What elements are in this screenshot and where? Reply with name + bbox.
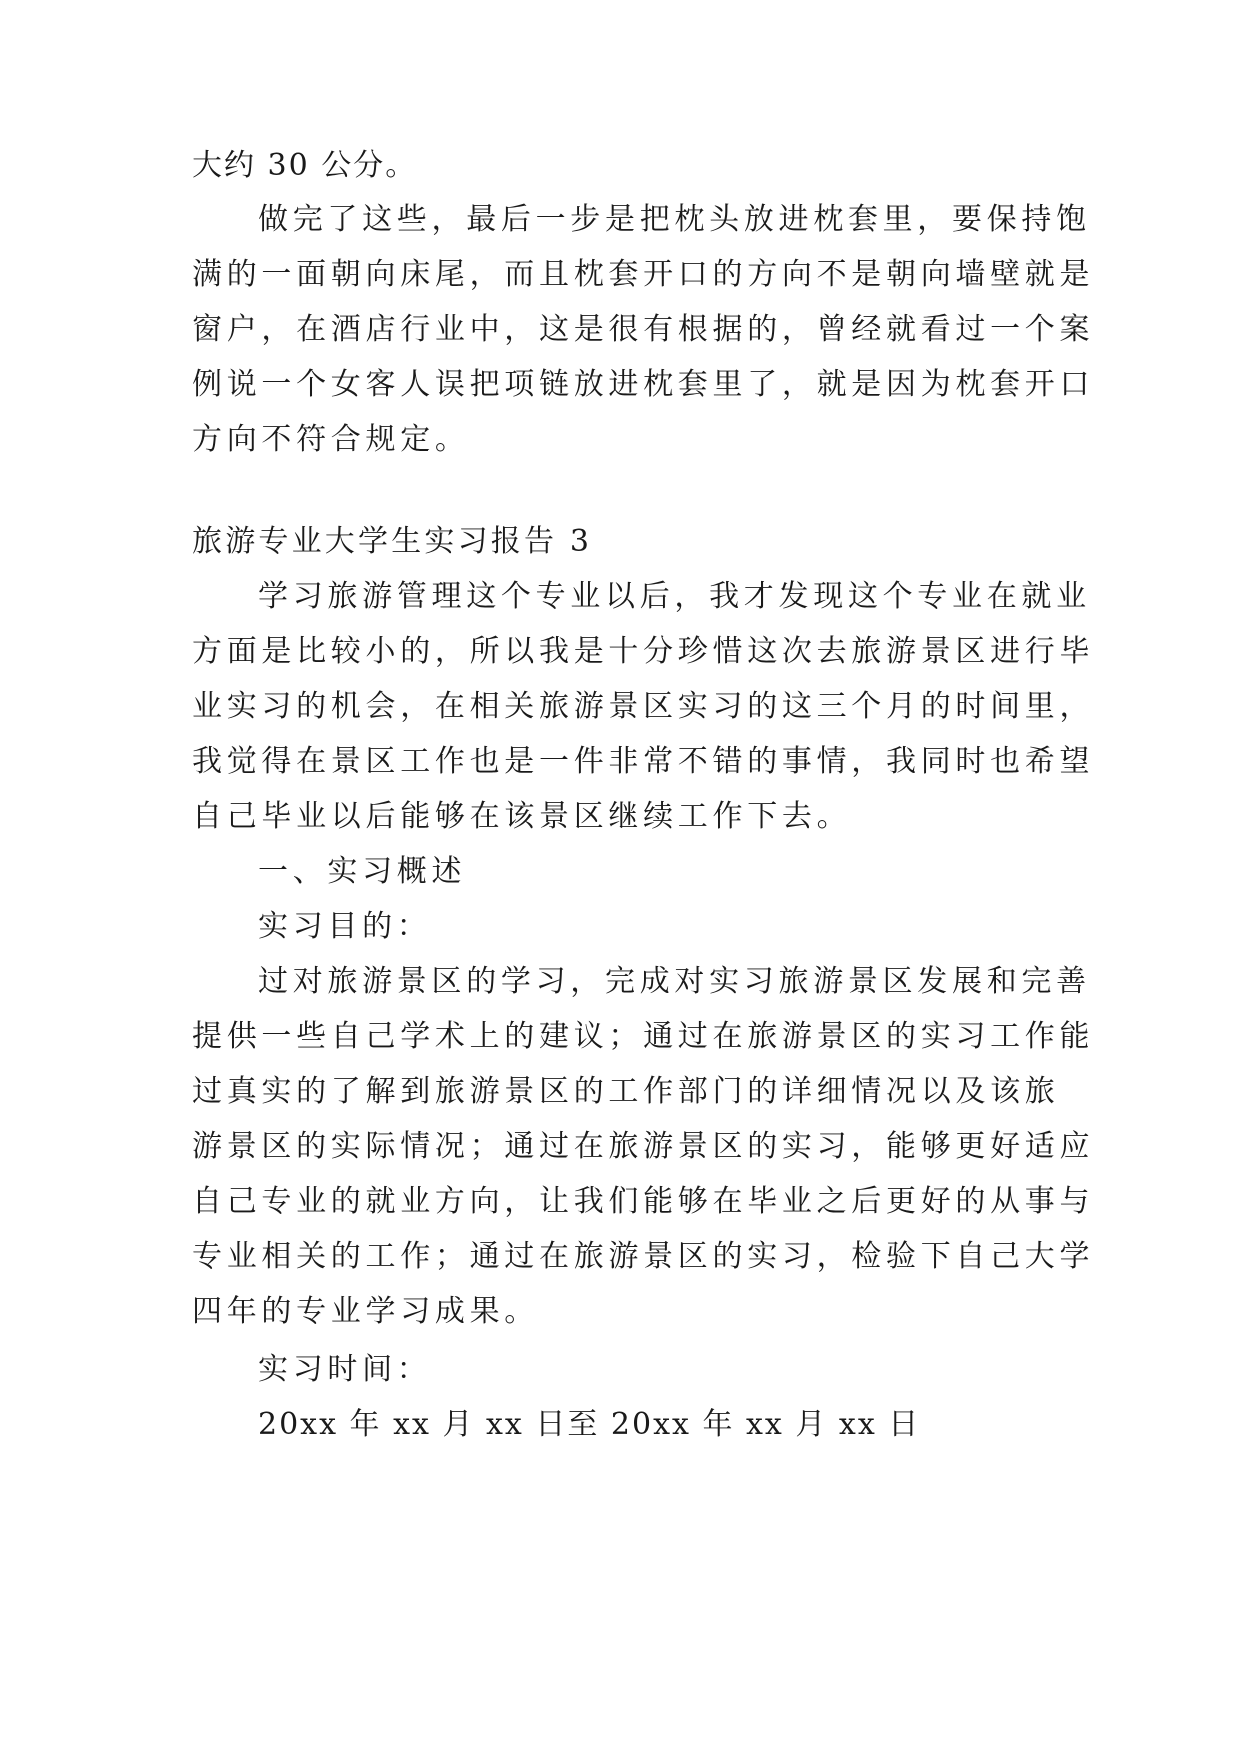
date-range: 20xx 年 xx 月 xx 日至 20xx 年 xx 月 xx 日: [258, 1407, 921, 1442]
text-line: 自己毕业以后能够在该景区继续工作下去。: [192, 799, 852, 834]
paragraph-first-line: 学习旅游管理这个专业以后，我才发现这个专业在就业: [258, 579, 1091, 614]
text-line: 提供一些自己学术上的建议；通过在旅游景区的实习工作能: [192, 1019, 1095, 1054]
text-line: 方面是比较小的，所以我是十分珍惜这次去旅游景区进行毕: [192, 634, 1095, 669]
section-heading: 旅游专业大学生实习报告 3: [192, 524, 593, 559]
text-line: 例说一个女客人误把项链放进枕套里了，就是因为枕套开口: [192, 367, 1095, 402]
text-line: 四年的专业学习成果。: [192, 1294, 539, 1329]
text-line: 过真实的了解到旅游景区的工作部门的详细情况以及该旅: [192, 1074, 1060, 1109]
text-line: 满的一面朝向床尾，而且枕套开口的方向不是朝向墙壁就是: [192, 257, 1095, 292]
text-line: 窗户，在酒店行业中，这是很有根据的，曾经就看过一个案: [192, 312, 1095, 347]
text-line: 专业相关的工作；通过在旅游景区的实习，检验下自己大学: [192, 1239, 1095, 1274]
text-line: 我觉得在景区工作也是一件非常不错的事情，我同时也希望: [192, 744, 1095, 779]
paragraph-first-line: 过对旅游景区的学习，完成对实习旅游景区发展和完善: [258, 964, 1091, 999]
text-line: 方向不符合规定。: [192, 422, 470, 457]
subheading: 一、实习概述: [258, 854, 467, 889]
subheading: 实习目的：: [258, 909, 432, 944]
subheading: 实习时间：: [258, 1352, 432, 1387]
text-line: 游景区的实际情况；通过在旅游景区的实习，能够更好适应: [192, 1129, 1095, 1164]
text-line: 自己专业的就业方向，让我们能够在毕业之后更好的从事与: [192, 1184, 1095, 1219]
text-line: 大约 30 公分。: [192, 148, 418, 183]
paragraph-first-line: 做完了这些，最后一步是把枕头放进枕套里，要保持饱: [258, 202, 1091, 237]
text-line: 业实习的机会，在相关旅游景区实习的这三个月的时间里，: [192, 689, 1095, 724]
